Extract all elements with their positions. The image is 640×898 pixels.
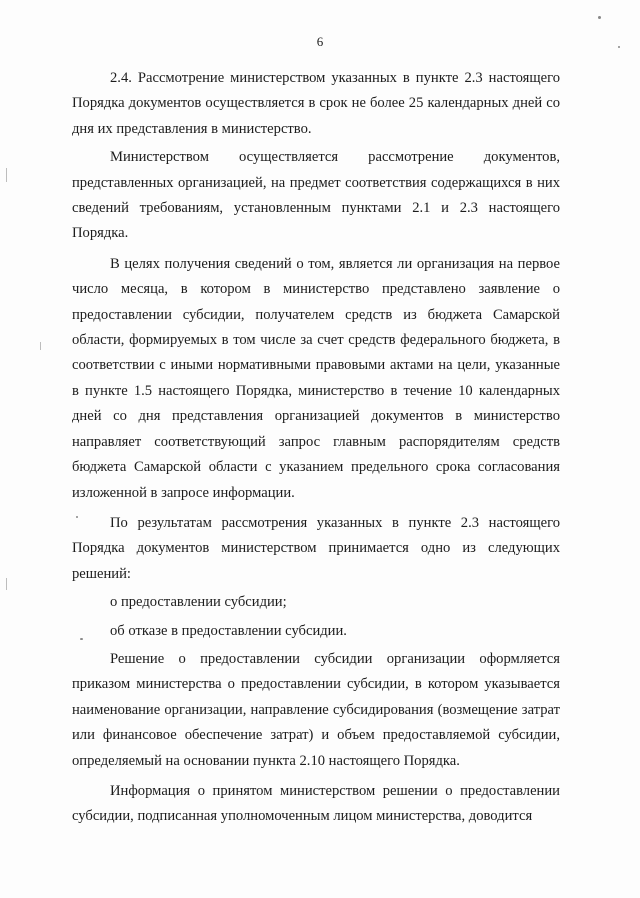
paragraph-review-results: По результатам рассмотрения указанных в пункте 2.3 настоящего Порядка документов министерством принимается одно из следующих решений: (72, 514, 560, 582)
scan-edge-mark (6, 578, 7, 590)
scan-edge-mark (40, 342, 41, 350)
scan-speck (80, 638, 83, 640)
decision-option-refusal: об отказе в предоставлении субсидии. (110, 622, 347, 639)
paragraph-grant-decision: Решение о предоставлении субсидии организации оформляется приказом министерства о предоставлении субсидии, в котором указывается наименование организации, направление субсидирования (возмещение затрат или финансовое обеспечение затрат) и объем предоставляемой субсидии, определяемый на основании пункта 2.10 настоящего Порядка. (72, 650, 560, 769)
decision-option-grant: о предоставлении субсидии; (110, 594, 287, 611)
scan-speck (598, 16, 601, 19)
paragraph-2-4: 2.4. Рассмотрение министерством указанных в пункте 2.3 настоящего Порядка документов осуществляется в срок не более 25 календарных дней со дня их представления в министерство. (72, 70, 560, 137)
scan-speck (618, 46, 620, 48)
paragraph-information-request: В целях получения сведений о том, является ли организация на первое число месяца, в котором в министерство представлено заявление о предоставлении субсидии, получателем средств из бюджета Самарской области, формируемых в том числе за счет средств федерального бюджета, в соответствии с иными нормативными правовыми актами на цели, указанные в пункте 1.5 настоящего Порядка, министерство в течение 10 календарных дней со дня представления организацией документов в министерство направляет соответствующий запрос главным распорядителям средств бюджета Самарской области с указанием предельного срока согласования изложенной в запросе информации. (72, 255, 560, 501)
paragraph-document-review: Министерством осуществляется рассмотрение документов, представленных организацией, на предмет соответствия содержащихся в них сведений требованиям, установленным пунктами 2.1 и 2.3 настоящего Порядка. (72, 149, 560, 242)
scan-speck (76, 516, 78, 518)
document-body (72, 66, 560, 830)
paragraph-decision-notice: Информация о принятом министерством решении о предоставлении субсидии, подписанная уполномоченным лицом министерства, доводится (72, 782, 560, 825)
page-number: 6 (316, 34, 324, 49)
scan-edge-mark (6, 168, 7, 182)
